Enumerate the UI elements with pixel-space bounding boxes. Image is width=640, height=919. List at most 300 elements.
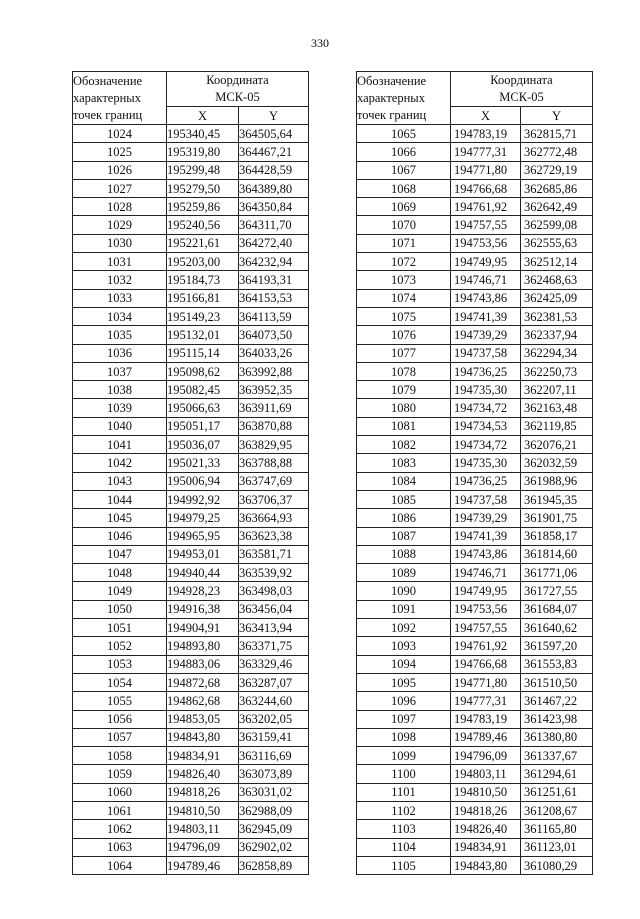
table-row <box>73 253 309 271</box>
coord-y: 364389,80 <box>239 179 309 197</box>
point-number: 1043 <box>73 472 167 490</box>
coord-x: 194953,01 <box>167 545 239 563</box>
coord-x: 194803,11 <box>167 820 239 838</box>
coord-x: 194777,31 <box>451 692 521 710</box>
coord-y: 364033,26 <box>239 344 309 362</box>
table-row <box>73 619 309 637</box>
coord-y: 364073,50 <box>239 326 309 344</box>
coord-y: 363329,46 <box>239 655 309 673</box>
table-row <box>73 436 309 454</box>
coord-y: 362858,89 <box>239 856 309 874</box>
header-x: X <box>167 107 239 125</box>
point-number: 1055 <box>73 692 167 710</box>
table-row <box>357 600 593 618</box>
point-number: 1081 <box>357 417 451 435</box>
table-row <box>357 747 593 765</box>
coord-x: 194783,19 <box>451 125 521 143</box>
point-number: 1058 <box>73 747 167 765</box>
point-number: 1093 <box>357 637 451 655</box>
point-number: 1102 <box>357 801 451 819</box>
coord-y: 363202,05 <box>239 710 309 728</box>
coord-x: 194739,29 <box>451 509 521 527</box>
coord-x: 195319,80 <box>167 143 239 161</box>
coord-x: 195166,81 <box>167 289 239 307</box>
table-row <box>73 307 309 325</box>
point-number: 1085 <box>357 490 451 508</box>
coord-y: 364232,94 <box>239 253 309 271</box>
coord-x: 194965,95 <box>167 527 239 545</box>
point-number: 1082 <box>357 436 451 454</box>
coord-y: 364272,40 <box>239 234 309 252</box>
coord-x: 194749,95 <box>451 582 521 600</box>
coord-x: 195340,45 <box>167 125 239 143</box>
coord-x: 195082,45 <box>167 381 239 399</box>
table-row <box>357 417 593 435</box>
coord-y: 363539,92 <box>239 564 309 582</box>
coord-x: 195299,48 <box>167 161 239 179</box>
point-number: 1075 <box>357 307 451 325</box>
point-number: 1094 <box>357 655 451 673</box>
table-row <box>357 271 593 289</box>
header-coordinate: Координата МСК-05 <box>451 72 593 107</box>
coord-y: 363031,02 <box>239 783 309 801</box>
coord-x: 194904,91 <box>167 619 239 637</box>
table-row <box>73 838 309 856</box>
table-row <box>357 253 593 271</box>
point-number: 1036 <box>73 344 167 362</box>
coord-x: 194777,31 <box>451 143 521 161</box>
coord-y: 361510,50 <box>521 673 593 691</box>
coord-y: 364153,53 <box>239 289 309 307</box>
coord-x: 195149,23 <box>167 307 239 325</box>
coord-x: 195115,14 <box>167 344 239 362</box>
coord-x: 194810,50 <box>451 783 521 801</box>
coord-y: 361597,20 <box>521 637 593 655</box>
point-number: 1032 <box>73 271 167 289</box>
table-row <box>357 216 593 234</box>
table-row <box>73 710 309 728</box>
coord-y: 361553,83 <box>521 655 593 673</box>
coord-x: 194862,68 <box>167 692 239 710</box>
table-row <box>357 838 593 856</box>
coord-y: 363244,60 <box>239 692 309 710</box>
point-number: 1030 <box>73 234 167 252</box>
header-y: Y <box>521 107 593 125</box>
point-number: 1040 <box>73 417 167 435</box>
coord-x: 194992,92 <box>167 490 239 508</box>
table-row <box>73 765 309 783</box>
coord-x: 194737,58 <box>451 344 521 362</box>
point-number: 1105 <box>357 856 451 874</box>
table-row <box>73 564 309 582</box>
coord-y: 361380,80 <box>521 728 593 746</box>
table-row <box>73 472 309 490</box>
table-row <box>73 234 309 252</box>
coord-y: 364311,70 <box>239 216 309 234</box>
point-number: 1044 <box>73 490 167 508</box>
coord-y: 363498,03 <box>239 582 309 600</box>
point-number: 1074 <box>357 289 451 307</box>
point-number: 1067 <box>357 161 451 179</box>
point-number: 1069 <box>357 198 451 216</box>
coord-y: 362207,11 <box>521 381 593 399</box>
coord-x: 194741,39 <box>451 527 521 545</box>
table-row <box>357 307 593 325</box>
coord-x: 194734,72 <box>451 399 521 417</box>
coord-x: 194940,44 <box>167 564 239 582</box>
table-row <box>73 527 309 545</box>
coord-x: 194749,95 <box>451 253 521 271</box>
coord-y: 361771,06 <box>521 564 593 582</box>
point-number: 1049 <box>73 582 167 600</box>
point-number: 1033 <box>73 289 167 307</box>
coord-x: 194766,68 <box>451 179 521 197</box>
coord-y: 361727,55 <box>521 582 593 600</box>
coord-y: 362512,14 <box>521 253 593 271</box>
coord-y: 361337,67 <box>521 747 593 765</box>
point-number: 1046 <box>73 527 167 545</box>
point-number: 1037 <box>73 362 167 380</box>
coord-y: 361640,62 <box>521 619 593 637</box>
point-number: 1077 <box>357 344 451 362</box>
table-row <box>357 344 593 362</box>
coord-x: 194736,25 <box>451 472 521 490</box>
coord-y: 361294,61 <box>521 765 593 783</box>
point-number: 1054 <box>73 673 167 691</box>
coord-x: 194753,56 <box>451 234 521 252</box>
coord-x: 194766,68 <box>451 655 521 673</box>
table-row <box>357 234 593 252</box>
point-number: 1083 <box>357 454 451 472</box>
table-row <box>73 783 309 801</box>
point-number: 1097 <box>357 710 451 728</box>
table-row <box>73 747 309 765</box>
table-row <box>357 619 593 637</box>
table-row <box>357 399 593 417</box>
point-number: 1063 <box>73 838 167 856</box>
coord-y: 362425,09 <box>521 289 593 307</box>
point-number: 1092 <box>357 619 451 637</box>
coord-x: 194810,50 <box>167 801 239 819</box>
coord-x: 194789,46 <box>451 728 521 746</box>
coord-x: 194826,40 <box>167 765 239 783</box>
table-row <box>357 143 593 161</box>
coord-y: 362468,63 <box>521 271 593 289</box>
point-number: 1101 <box>357 783 451 801</box>
point-number: 1047 <box>73 545 167 563</box>
table-row <box>357 161 593 179</box>
coord-x: 194736,25 <box>451 362 521 380</box>
coord-x: 194743,86 <box>451 545 521 563</box>
point-number: 1076 <box>357 326 451 344</box>
coord-x: 194928,23 <box>167 582 239 600</box>
point-number: 1071 <box>357 234 451 252</box>
point-number: 1079 <box>357 381 451 399</box>
table-row <box>73 161 309 179</box>
table-row <box>73 728 309 746</box>
coord-y: 361858,17 <box>521 527 593 545</box>
header-point-label: Обозначение характерных точек границ <box>73 72 167 125</box>
coord-y: 363581,71 <box>239 545 309 563</box>
coord-x: 195184,73 <box>167 271 239 289</box>
coord-x: 194796,09 <box>451 747 521 765</box>
table-row <box>73 490 309 508</box>
coord-x: 195098,62 <box>167 362 239 380</box>
coord-x: 194735,30 <box>451 454 521 472</box>
table-row <box>73 362 309 380</box>
point-number: 1100 <box>357 765 451 783</box>
coord-y: 361901,75 <box>521 509 593 527</box>
coord-x: 194771,80 <box>451 673 521 691</box>
coord-x: 194771,80 <box>451 161 521 179</box>
point-number: 1088 <box>357 545 451 563</box>
coord-x: 195259,86 <box>167 198 239 216</box>
coord-y: 362555,63 <box>521 234 593 252</box>
table-row <box>357 545 593 563</box>
coord-x: 195006,94 <box>167 472 239 490</box>
point-number: 1072 <box>357 253 451 271</box>
table-row <box>73 820 309 838</box>
point-number: 1090 <box>357 582 451 600</box>
table-row <box>73 143 309 161</box>
point-number: 1045 <box>73 509 167 527</box>
coord-y: 361684,07 <box>521 600 593 618</box>
coord-x: 194853,05 <box>167 710 239 728</box>
coord-y: 361208,67 <box>521 801 593 819</box>
coord-y: 362599,08 <box>521 216 593 234</box>
left-table-body <box>73 125 309 875</box>
coord-y: 361251,61 <box>521 783 593 801</box>
table-row <box>73 198 309 216</box>
coord-y: 363952,35 <box>239 381 309 399</box>
coord-y: 364113,59 <box>239 307 309 325</box>
point-number: 1104 <box>357 838 451 856</box>
table-row <box>357 801 593 819</box>
coord-y: 364428,59 <box>239 161 309 179</box>
coord-y: 362815,71 <box>521 125 593 143</box>
coord-x: 195021,33 <box>167 454 239 472</box>
point-number: 1087 <box>357 527 451 545</box>
coord-y: 363829,95 <box>239 436 309 454</box>
table-row <box>73 399 309 417</box>
table-row <box>357 783 593 801</box>
point-number: 1051 <box>73 619 167 637</box>
coord-x: 195036,07 <box>167 436 239 454</box>
coord-x: 194741,39 <box>451 307 521 325</box>
coord-y: 361080,29 <box>521 856 593 874</box>
coord-y: 363159,41 <box>239 728 309 746</box>
point-number: 1091 <box>357 600 451 618</box>
table-row <box>357 710 593 728</box>
point-number: 1078 <box>357 362 451 380</box>
point-number: 1065 <box>357 125 451 143</box>
coord-x: 195066,63 <box>167 399 239 417</box>
coord-x: 194789,46 <box>167 856 239 874</box>
coord-x: 194737,58 <box>451 490 521 508</box>
coord-y: 363623,38 <box>239 527 309 545</box>
coord-y: 362076,21 <box>521 436 593 454</box>
point-number: 1041 <box>73 436 167 454</box>
coord-y: 363116,69 <box>239 747 309 765</box>
table-row <box>357 527 593 545</box>
coord-y: 361945,35 <box>521 490 593 508</box>
table-row <box>357 198 593 216</box>
point-number: 1064 <box>73 856 167 874</box>
coord-y: 363747,69 <box>239 472 309 490</box>
table-row <box>73 216 309 234</box>
coord-x: 195203,00 <box>167 253 239 271</box>
table-row <box>357 362 593 380</box>
point-number: 1028 <box>73 198 167 216</box>
table-row <box>357 454 593 472</box>
point-number: 1039 <box>73 399 167 417</box>
table-row <box>73 326 309 344</box>
table-row <box>357 582 593 600</box>
table-row <box>357 436 593 454</box>
coord-x: 195279,50 <box>167 179 239 197</box>
table-row <box>357 655 593 673</box>
point-number: 1095 <box>357 673 451 691</box>
table-row <box>357 692 593 710</box>
coord-y: 362988,09 <box>239 801 309 819</box>
coord-x: 195221,61 <box>167 234 239 252</box>
table-row <box>73 509 309 527</box>
coord-y: 363456,04 <box>239 600 309 618</box>
coord-x: 194834,91 <box>167 747 239 765</box>
table-row <box>357 179 593 197</box>
point-number: 1034 <box>73 307 167 325</box>
table-row <box>357 673 593 691</box>
table-row <box>73 179 309 197</box>
coord-y: 363870,88 <box>239 417 309 435</box>
coord-x: 194893,80 <box>167 637 239 655</box>
point-number: 1057 <box>73 728 167 746</box>
point-number: 1080 <box>357 399 451 417</box>
point-number: 1050 <box>73 600 167 618</box>
table-row <box>357 381 593 399</box>
coord-x: 194739,29 <box>451 326 521 344</box>
coord-y: 362772,48 <box>521 143 593 161</box>
coord-y: 362902,02 <box>239 838 309 856</box>
coord-y: 362032,59 <box>521 454 593 472</box>
point-number: 1056 <box>73 710 167 728</box>
coord-x: 195132,01 <box>167 326 239 344</box>
point-number: 1048 <box>73 564 167 582</box>
coord-x: 195240,56 <box>167 216 239 234</box>
table-row <box>357 856 593 874</box>
table-row <box>73 801 309 819</box>
point-number: 1103 <box>357 820 451 838</box>
coord-x: 194818,26 <box>167 783 239 801</box>
table-row <box>73 344 309 362</box>
coord-y: 363371,75 <box>239 637 309 655</box>
table-row <box>357 728 593 746</box>
coord-y: 363413,94 <box>239 619 309 637</box>
point-number: 1070 <box>357 216 451 234</box>
table-row <box>73 271 309 289</box>
coord-y: 362642,49 <box>521 198 593 216</box>
point-number: 1052 <box>73 637 167 655</box>
coord-x: 194746,71 <box>451 271 521 289</box>
table-row <box>73 454 309 472</box>
coord-y: 363911,69 <box>239 399 309 417</box>
coord-y: 361123,01 <box>521 838 593 856</box>
point-number: 1053 <box>73 655 167 673</box>
coord-y: 362119,85 <box>521 417 593 435</box>
coord-x: 194735,30 <box>451 381 521 399</box>
coord-x: 194753,56 <box>451 600 521 618</box>
point-number: 1060 <box>73 783 167 801</box>
coord-y: 362250,73 <box>521 362 593 380</box>
table-row <box>357 509 593 527</box>
point-number: 1031 <box>73 253 167 271</box>
point-number: 1098 <box>357 728 451 746</box>
coord-x: 194761,92 <box>451 198 521 216</box>
coord-x: 194746,71 <box>451 564 521 582</box>
table-row <box>73 600 309 618</box>
coord-y: 363992,88 <box>239 362 309 380</box>
coord-x: 194734,72 <box>451 436 521 454</box>
coord-x: 194783,19 <box>451 710 521 728</box>
point-number: 1026 <box>73 161 167 179</box>
coord-y: 363664,93 <box>239 509 309 527</box>
header-x: X <box>451 107 521 125</box>
header-coordinate: Координата МСК-05 <box>167 72 309 107</box>
table-row <box>357 820 593 838</box>
coordinates-table-right <box>356 71 593 875</box>
table-row <box>73 692 309 710</box>
coord-y: 363287,07 <box>239 673 309 691</box>
coord-y: 361467,22 <box>521 692 593 710</box>
point-number: 1084 <box>357 472 451 490</box>
coord-x: 194843,80 <box>167 728 239 746</box>
point-number: 1029 <box>73 216 167 234</box>
table-row <box>73 289 309 307</box>
page-number: 330 <box>311 36 329 50</box>
table-row <box>357 765 593 783</box>
table-row <box>73 637 309 655</box>
point-number: 1068 <box>357 179 451 197</box>
coord-y: 362294,34 <box>521 344 593 362</box>
coord-x: 194916,38 <box>167 600 239 618</box>
coord-x: 194757,55 <box>451 619 521 637</box>
coordinates-table-left <box>72 71 309 875</box>
coord-x: 194818,26 <box>451 801 521 819</box>
coord-x: 194803,11 <box>451 765 521 783</box>
coord-y: 364505,64 <box>239 125 309 143</box>
table-row <box>73 381 309 399</box>
table-row <box>357 564 593 582</box>
coord-x: 194734,53 <box>451 417 521 435</box>
point-number: 1027 <box>73 179 167 197</box>
right-table-body <box>357 125 593 875</box>
coord-y: 363073,89 <box>239 765 309 783</box>
coord-y: 362729,19 <box>521 161 593 179</box>
coord-x: 194843,80 <box>451 856 521 874</box>
point-number: 1073 <box>357 271 451 289</box>
point-number: 1096 <box>357 692 451 710</box>
table-row <box>357 289 593 307</box>
point-number: 1024 <box>73 125 167 143</box>
table-row <box>357 637 593 655</box>
point-number: 1062 <box>73 820 167 838</box>
point-number: 1025 <box>73 143 167 161</box>
coord-y: 363788,88 <box>239 454 309 472</box>
coord-y: 361165,80 <box>521 820 593 838</box>
coord-y: 362945,09 <box>239 820 309 838</box>
coord-y: 362337,94 <box>521 326 593 344</box>
header-y: Y <box>239 107 309 125</box>
